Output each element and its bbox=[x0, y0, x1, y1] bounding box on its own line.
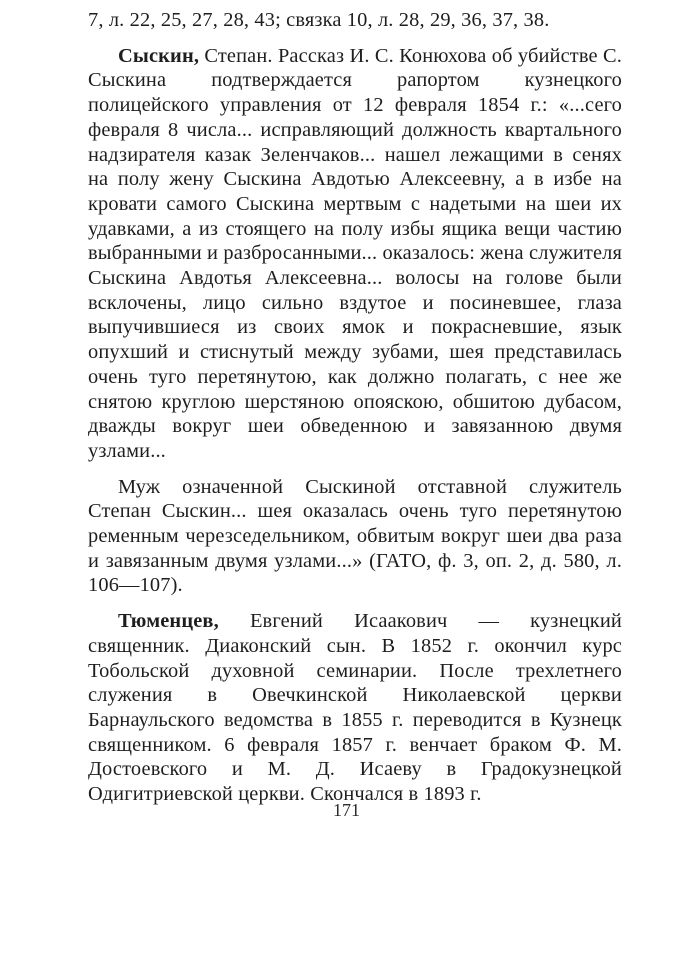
paragraph-text: Евгений Исаакович — кузнецкий священник. Диаконский сын. В 1852 г. окончил курс Тобольской духовной семинарии. После трехлетнего служения в Овечкинской Николаевской церкви Барнаульского ведомства в 1855 г. переводится в Кузнецк священником. 6 февраля 1857 г. венчает браком Ф. М. Достоевского и М. Д. Исаеву в Градокузнецкой Одигитриевской церкви. Скончался в 1893 г. bbox=[88, 610, 622, 806]
paragraph-text: Муж означенной Сыскиной отставной служитель Степан Сыскин... шея оказалась очень туго перетянутою ременным черезседельником, обвитым вокруг шеи два раза и завязанным двумя узлами...» (ГАТО, ф. 3, оп. 2, д. 580, л. 106—107). bbox=[88, 475, 622, 597]
entry-name: Тюменцев, bbox=[118, 610, 219, 633]
page-body bbox=[88, 8, 622, 818]
entry-name: Сыскин, bbox=[118, 44, 200, 67]
page-number: 171 bbox=[333, 800, 360, 820]
paragraph-husband bbox=[88, 475, 622, 599]
paragraph-tyumentsev bbox=[88, 609, 622, 807]
paragraph-text: Степан. Рассказ И. С. Конюхова об убийстве С. Сыскина подтверждается рапортом кузнецкого полицейского управления от 12 февраля 1854 г.: «...сего февраля 8 числа... исправляющий должность квартального надзирателя казак Зеленчаков... нашел лежащими в сенях на полу жену Сыскина Авдотью Алексеевну, а в избе на кровати самого Сыскина мертвым с надетыми на шеи их удавками, а из стоящего на полу избы ящика вещи частию выбранными и разбросанными... оказалось: жена служителя Сыскина Авдотья Алексеевна... волосы на голове были всклочены, лицо сильно вздутое и посиневшее, глаза выпучившиеся из своих ямок и покрасневшие, язык опухший и стиснутый между зубами, шея представилась очень туго перетянутою, как должно полагать, с нее же снятою круглою шерстяною опояскою, обшитою дубасом, дважды вокруг шеи обведенною и завязанною двумя узлами... bbox=[88, 44, 623, 462]
paragraph-continuation bbox=[88, 8, 622, 33]
paragraph-text: 7, л. 22, 25, 27, 28, 43; связка 10, л. 28, 29, 36, 37, 38. bbox=[88, 9, 550, 31]
paragraph-syskin bbox=[88, 44, 622, 464]
